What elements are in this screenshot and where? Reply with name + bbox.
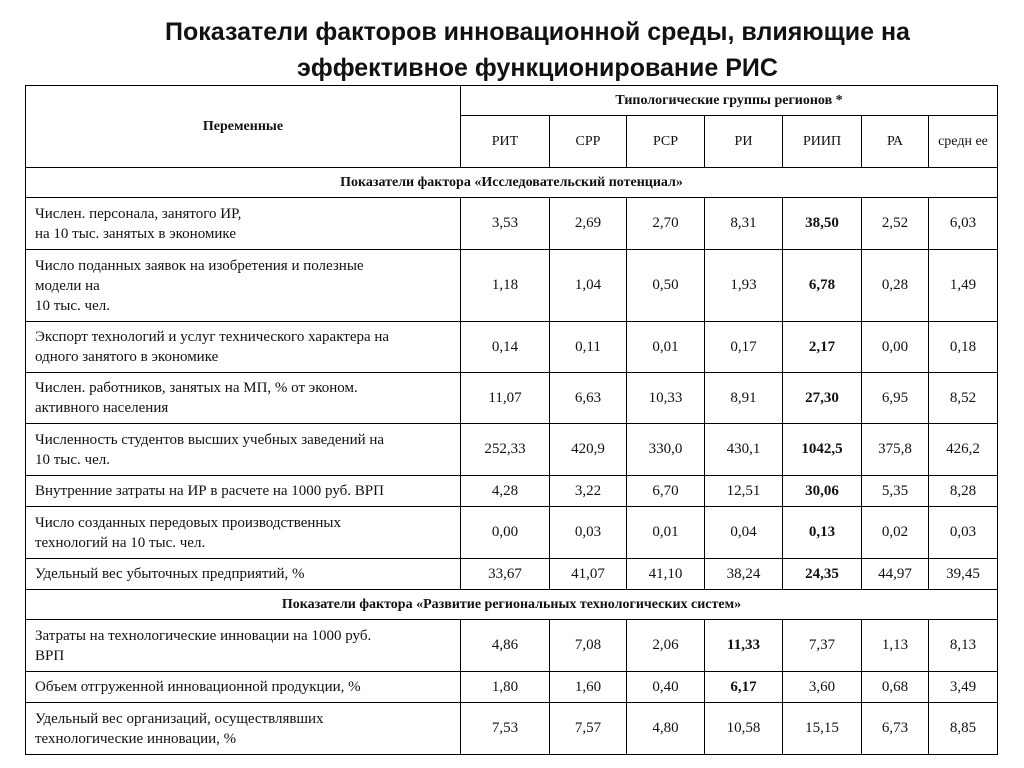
table-row xyxy=(26,322,998,373)
value-cell: 11,33 xyxy=(705,620,783,672)
value-cell: 5,35 xyxy=(862,476,929,507)
section-header: Показатели фактора «Исследовательский потенциал» xyxy=(26,168,998,198)
value-cell: 0,00 xyxy=(862,322,929,373)
row-label-line: Экспорт технологий и услуг технического характера на xyxy=(35,329,390,345)
value-cell: 10,58 xyxy=(705,703,783,755)
value-cell: 0,13 xyxy=(783,507,862,559)
table-row xyxy=(26,703,998,755)
table-row xyxy=(26,250,998,322)
table-row xyxy=(26,620,998,672)
value-cell: 4,86 xyxy=(461,620,550,672)
row-label-line: технологий на 10 тыс. чел. xyxy=(35,534,206,551)
row-label-line: Числен. персонала, занятого ИР, xyxy=(35,205,242,222)
column-header-ri: РИ xyxy=(705,116,783,168)
slide-title-line-1: Показатели факторов инновационной среды, влияющие на xyxy=(165,18,910,46)
row-label-line: Удельный вес убыточных предприятий, % xyxy=(35,566,305,582)
value-cell: 30,06 xyxy=(783,476,862,507)
row-label-line: Численность студентов высших учебных заведений на xyxy=(35,431,385,448)
value-cell: 24,35 xyxy=(783,559,862,590)
table-row xyxy=(26,559,998,590)
value-cell: 1042,5 xyxy=(783,424,862,476)
value-cell: 8,85 xyxy=(929,703,998,755)
value-cell: 0,40 xyxy=(627,672,705,703)
value-cell: 7,53 xyxy=(461,703,550,755)
value-cell: 38,24 xyxy=(705,559,783,590)
value-cell: 1,80 xyxy=(461,672,550,703)
value-cell: 2,52 xyxy=(862,198,929,250)
value-cell: 44,97 xyxy=(862,559,929,590)
value-cell: 252,33 xyxy=(461,424,550,476)
table-row xyxy=(26,424,998,476)
row-label-line: на 10 тыс. занятых в экономике xyxy=(35,225,236,242)
table-row xyxy=(26,476,998,507)
slide-title xyxy=(0,14,1024,86)
column-header-rsr: РСР xyxy=(627,116,705,168)
section-header: Показатели фактора «Развитие региональных технологических систем» xyxy=(26,590,998,620)
value-cell: 1,49 xyxy=(929,250,998,322)
row-label xyxy=(26,620,461,672)
row-label-line: технологические инновации, % xyxy=(35,730,237,747)
value-cell: 2,69 xyxy=(550,198,627,250)
column-header-srr: СРР xyxy=(550,116,627,168)
value-cell: 6,78 xyxy=(783,250,862,322)
value-cell: 6,63 xyxy=(550,373,627,424)
value-cell: 6,17 xyxy=(705,672,783,703)
value-cell: 8,31 xyxy=(705,198,783,250)
indicators-table xyxy=(25,85,998,755)
value-cell: 8,13 xyxy=(929,620,998,672)
value-cell: 33,67 xyxy=(461,559,550,590)
row-label xyxy=(26,373,461,424)
row-label xyxy=(26,198,461,250)
value-cell: 0,68 xyxy=(862,672,929,703)
row-label-line: 10 тыс. чел. xyxy=(35,451,110,468)
value-cell: 7,08 xyxy=(550,620,627,672)
table-row xyxy=(26,507,998,559)
value-cell: 0,17 xyxy=(705,322,783,373)
value-cell: 6,03 xyxy=(929,198,998,250)
value-cell: 3,53 xyxy=(461,198,550,250)
value-cell: 0,02 xyxy=(862,507,929,559)
value-cell: 2,06 xyxy=(627,620,705,672)
row-label xyxy=(26,672,461,703)
value-cell: 3,22 xyxy=(550,476,627,507)
value-cell: 0,01 xyxy=(627,322,705,373)
value-cell: 41,10 xyxy=(627,559,705,590)
value-cell: 3,49 xyxy=(929,672,998,703)
value-cell: 7,37 xyxy=(783,620,862,672)
value-cell: 1,93 xyxy=(705,250,783,322)
row-label-line: Числен. работников, занятых на МП, % от эконом. xyxy=(35,380,358,396)
row-label-line: Число созданных передовых производственных xyxy=(35,514,341,531)
value-cell: 0,50 xyxy=(627,250,705,322)
variables-header: Переменные xyxy=(26,86,461,168)
region-groups-header: Типологические группы регионов * xyxy=(461,86,998,116)
row-label-line: Затраты на технологические инновации на 1000 руб. xyxy=(35,627,372,644)
value-cell: 10,33 xyxy=(627,373,705,424)
row-label-line: Число поданных заявок на изобретения и полезные xyxy=(35,257,364,274)
value-cell: 8,28 xyxy=(929,476,998,507)
row-label xyxy=(26,703,461,755)
value-cell: 0,01 xyxy=(627,507,705,559)
row-label-line: 10 тыс. чел. xyxy=(35,297,110,314)
column-header-rit: РИТ xyxy=(461,116,550,168)
value-cell: 12,51 xyxy=(705,476,783,507)
slide-title-line-2: эффективное функционирование РИС xyxy=(297,54,778,82)
value-cell: 330,0 xyxy=(627,424,705,476)
value-cell: 4,80 xyxy=(627,703,705,755)
value-cell: 420,9 xyxy=(550,424,627,476)
value-cell: 1,60 xyxy=(550,672,627,703)
table-row xyxy=(26,198,998,250)
value-cell: 8,52 xyxy=(929,373,998,424)
value-cell: 0,11 xyxy=(550,322,627,373)
row-label-line: Внутренние затраты на ИР в расчете на 1000 руб. ВРП xyxy=(35,483,384,499)
value-cell: 0,00 xyxy=(461,507,550,559)
value-cell: 7,57 xyxy=(550,703,627,755)
column-header-ra: РА xyxy=(862,116,929,168)
value-cell: 3,60 xyxy=(783,672,862,703)
value-cell: 375,8 xyxy=(862,424,929,476)
row-label-line: Удельный вес организаций, осуществлявших xyxy=(35,710,324,727)
row-label xyxy=(26,559,461,590)
row-label-line: одного занятого в экономике xyxy=(35,349,219,365)
row-label-line: Объем отгруженной инновационной продукции, % xyxy=(35,679,361,695)
row-label-line: ВРП xyxy=(35,647,65,664)
table-row xyxy=(26,672,998,703)
value-cell: 38,50 xyxy=(783,198,862,250)
value-cell: 8,91 xyxy=(705,373,783,424)
value-cell: 0,04 xyxy=(705,507,783,559)
row-label xyxy=(26,476,461,507)
row-label xyxy=(26,507,461,559)
value-cell: 4,28 xyxy=(461,476,550,507)
row-label xyxy=(26,322,461,373)
value-cell: 1,18 xyxy=(461,250,550,322)
row-label-line: активного населения xyxy=(35,400,169,416)
value-cell: 0,14 xyxy=(461,322,550,373)
value-cell: 27,30 xyxy=(783,373,862,424)
value-cell: 2,17 xyxy=(783,322,862,373)
value-cell: 0,03 xyxy=(929,507,998,559)
value-cell: 2,70 xyxy=(627,198,705,250)
value-cell: 0,28 xyxy=(862,250,929,322)
value-cell: 39,45 xyxy=(929,559,998,590)
value-cell: 11,07 xyxy=(461,373,550,424)
value-cell: 0,03 xyxy=(550,507,627,559)
value-cell: 0,18 xyxy=(929,322,998,373)
value-cell: 6,73 xyxy=(862,703,929,755)
column-header-average: средн ее xyxy=(929,116,998,168)
value-cell: 41,07 xyxy=(550,559,627,590)
value-cell: 430,1 xyxy=(705,424,783,476)
value-cell: 6,95 xyxy=(862,373,929,424)
value-cell: 6,70 xyxy=(627,476,705,507)
value-cell: 1,04 xyxy=(550,250,627,322)
value-cell: 15,15 xyxy=(783,703,862,755)
value-cell: 1,13 xyxy=(862,620,929,672)
column-header-riip: РИИП xyxy=(783,116,862,168)
value-cell: 426,2 xyxy=(929,424,998,476)
row-label-line: модели на xyxy=(35,277,100,294)
row-label xyxy=(26,250,461,322)
table-row xyxy=(26,373,998,424)
row-label xyxy=(26,424,461,476)
